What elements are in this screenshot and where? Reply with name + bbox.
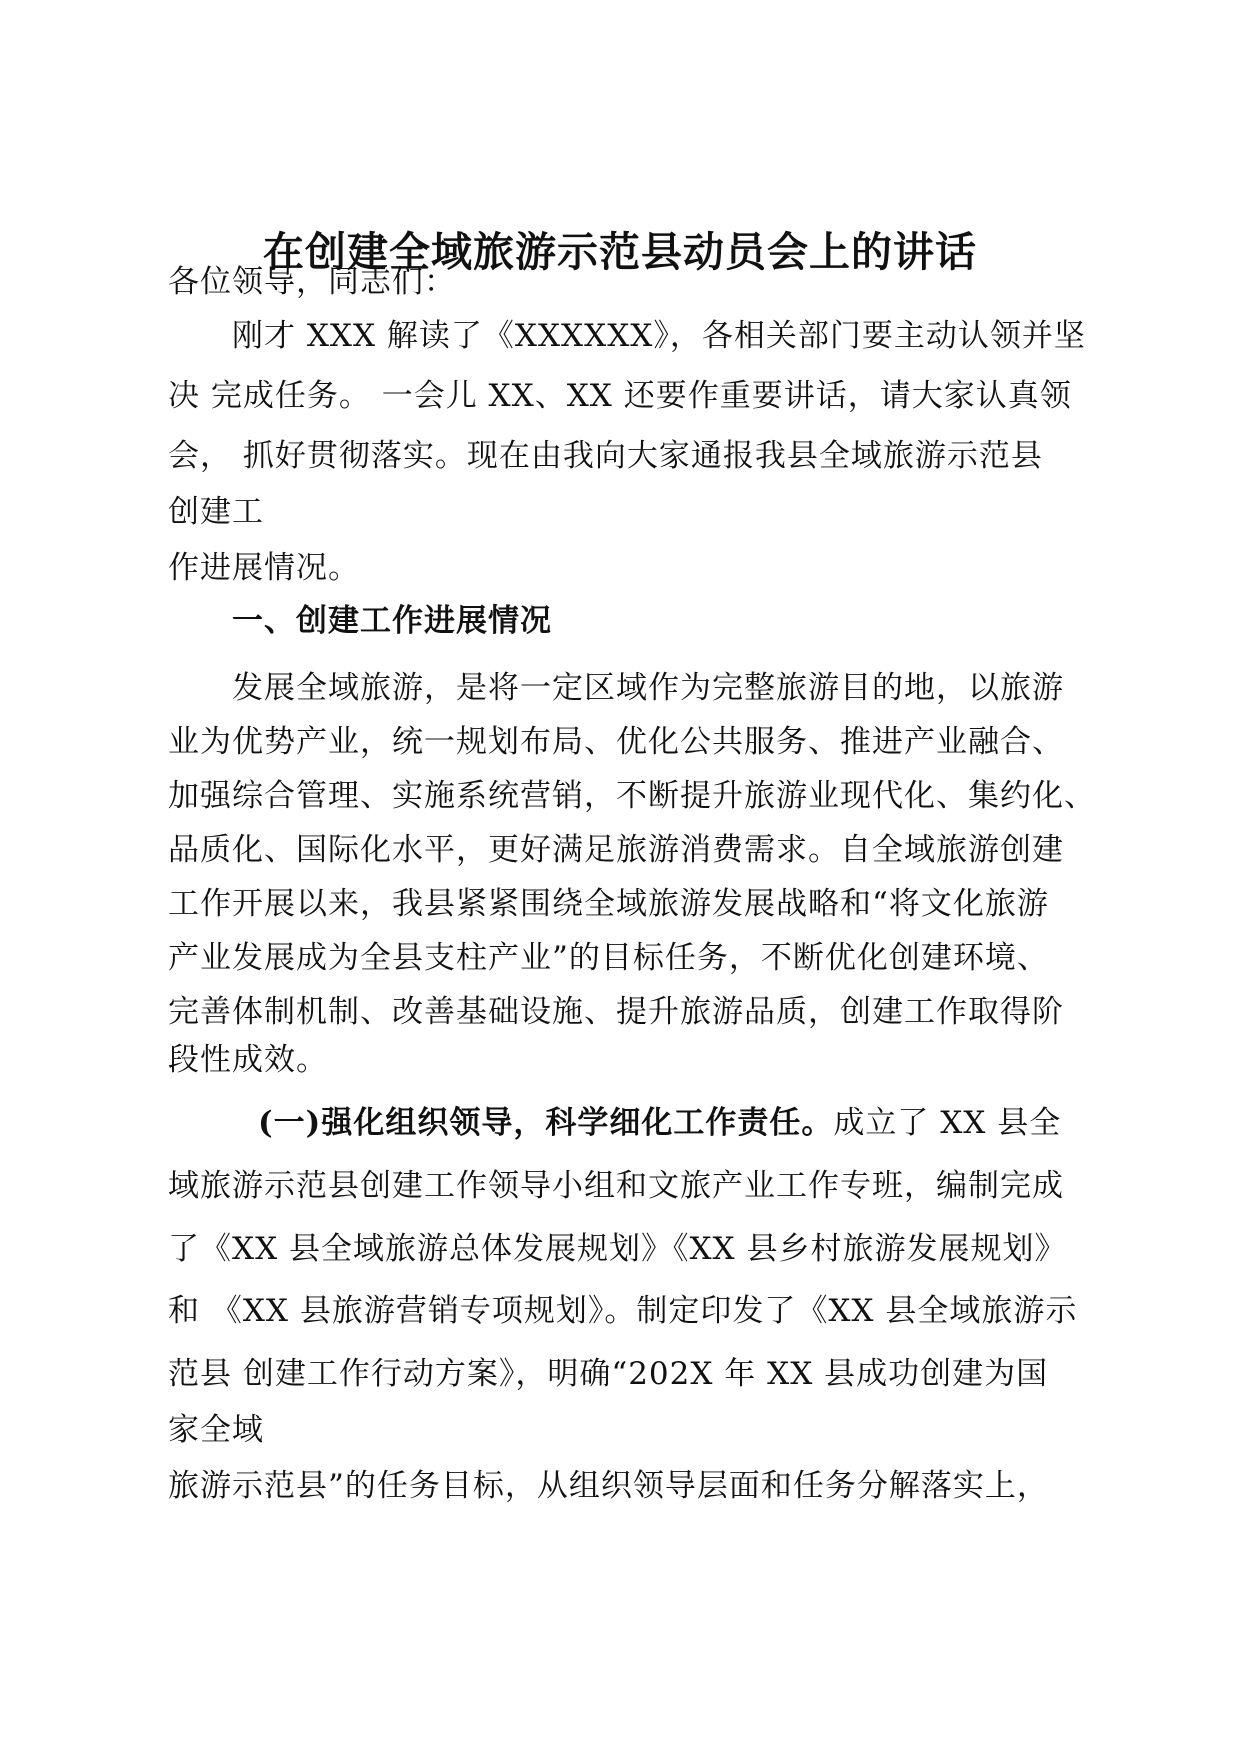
section-heading: 一、创建工作进展情况 [232, 603, 552, 639]
subsection-first-text: 成立了 XX 县全 [833, 1105, 1062, 1141]
salutation: 各位领导，同志们： [168, 264, 456, 300]
intro-line-4: 创建工 [168, 494, 264, 530]
subsection-line-7: 旅游示范县”的任务目标，从组织领导层面和任务分解落实上， [168, 1468, 1049, 1504]
paragraph-line-8: 段性成效。 [168, 1042, 328, 1078]
intro-line-1: 刚才 XXX 解读了《XXXXXX》，各相关部门要主动认领并坚 [232, 318, 1086, 354]
subsection-line-3: 了《XX 县全域旅游总体发展规划》《XX 县乡村旅游发展规划》 [168, 1231, 1067, 1267]
paragraph-line-2: 业为优势产业，统一规划布局、优化公共服务、推进产业融合、 [168, 724, 1064, 760]
subsection-line-6: 家全域 [168, 1412, 264, 1448]
intro-line-5: 作进展情况。 [168, 550, 360, 586]
subsection-first-line [258, 1103, 1061, 1143]
intro-line-3: 会， 抓好贯彻落实。现在由我向大家通报我县全域旅游示范县 [168, 438, 1043, 474]
subsection-line-5: 范县 创建工作行动方案》，明确“202X 年 XX 县成功创建为国 [168, 1356, 1049, 1392]
intro-line-2: 决 完成任务。 一会儿 XX、XX 还要作重要讲话，请大家认真领 [168, 378, 1072, 414]
subsection-heading: (一)强化组织领导，科学细化工作责任。 [258, 1105, 834, 1141]
paragraph-line-4: 品质化、国际化水平，更好满足旅游消费需求。自全域旅游创建 [168, 832, 1064, 868]
paragraph-line-5: 工作开展以来，我县紧紧围绕全域旅游发展战略和“将文化旅游 [168, 886, 1049, 922]
document-title: 在创建全域旅游示范县动员会上的讲话 [263, 228, 977, 276]
subsection-line-2: 域旅游示范县创建工作领导小组和文旅产业工作专班，编制完成 [168, 1168, 1064, 1204]
paragraph-line-3: 加强综合管理、实施系统营销，不断提升旅游业现代化、集约化、 [168, 778, 1096, 814]
subsection-line-4: 和 《XX 县旅游营销专项规划》。制定印发了《XX 县全域旅游示 [168, 1293, 1078, 1329]
paragraph-line-7: 完善体制机制、改善基础设施、提升旅游品质，创建工作取得阶 [168, 994, 1064, 1030]
paragraph-line-1: 发展全域旅游，是将一定区域作为完整旅游目的地，以旅游 [232, 670, 1064, 706]
paragraph-line-6: 产业发展成为全县支柱产业”的目标任务，不断优化创建环境、 [168, 940, 1049, 976]
